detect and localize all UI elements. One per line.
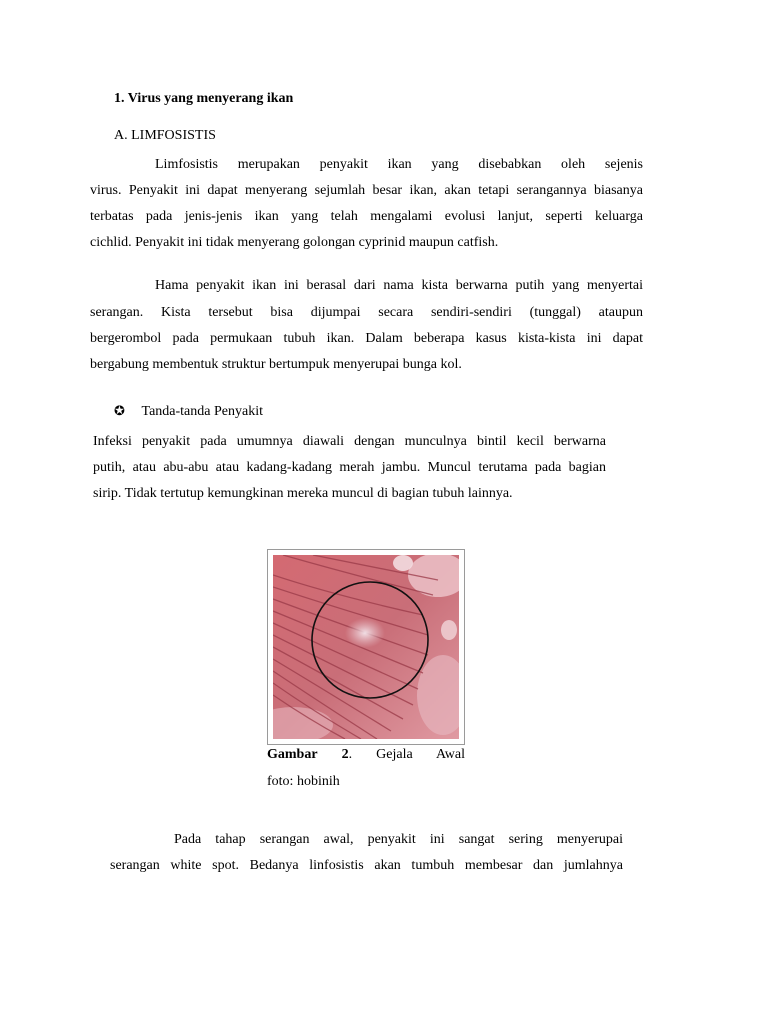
paragraph-2-line: bergerombol pada permukaan tubuh ikan. Dalam beberapa kasus kista-kista ini dapat bbox=[90, 331, 643, 346]
fish-fin-photo bbox=[273, 555, 459, 739]
caption-word: Gejala bbox=[376, 747, 413, 762]
symptoms-title: Tanda-tanda Penyakit bbox=[141, 404, 263, 419]
photo-credit: foto: hobinih bbox=[267, 774, 340, 789]
section-subheading: A. LIMFOSISTIS bbox=[114, 128, 216, 143]
paragraph-3-line: serangan white spot. Bedanya linfosistis akan tumbuh membesar dan jumlahnya bbox=[110, 858, 623, 873]
caption-separator: . bbox=[348, 747, 353, 762]
paragraph-3-line: Pada tahap serangan awal, penyakit ini sangat sering menyerupai bbox=[174, 832, 623, 847]
caption-word: Awal bbox=[435, 747, 466, 762]
caption-label: Gambar bbox=[267, 747, 318, 762]
symptoms-line: putih, atau abu-abu atau kadang-kadang merah jambu. Muncul terutama pada bagian bbox=[93, 460, 606, 475]
section-heading: 1. Virus yang menyerang ikan bbox=[114, 91, 294, 106]
paragraph-1-line: virus. Penyakit ini dapat menyerang sejumlah besar ikan, akan tetapi serangannya biasanya bbox=[90, 183, 643, 198]
figure-caption bbox=[267, 747, 465, 763]
figure-frame bbox=[267, 549, 465, 745]
paragraph-2-line: bergabung membentuk struktur bertumpuk menyerupai bunga kol. bbox=[90, 357, 462, 372]
symptoms-line: sirip. Tidak tertutup kemungkinan mereka muncul di bagian tubuh lainnya. bbox=[93, 486, 513, 501]
star-circle-icon: ✪ bbox=[114, 403, 125, 418]
symptoms-line: Infeksi penyakit pada umumnya diawali dengan munculnya bintil kecil berwarna bbox=[93, 434, 606, 449]
paragraph-2-line: serangan. Kista tersebut bisa dijumpai secara sendiri-sendiri (tunggal) ataupun bbox=[90, 305, 643, 320]
caption-number: 2 bbox=[341, 747, 349, 762]
symptoms-heading bbox=[114, 403, 263, 420]
paragraph-1-line: cichlid. Penyakit ini tidak menyerang golongan cyprinid maupun catfish. bbox=[90, 235, 499, 250]
paragraph-1-line: Limfosistis merupakan penyakit ikan yang disebabkan oleh sejenis bbox=[155, 157, 643, 172]
paragraph-2-line: Hama penyakit ikan ini berasal dari nama kista berwarna putih yang menyertai bbox=[155, 278, 643, 293]
paragraph-1-line: terbatas pada jenis-jenis ikan yang telah mengalami evolusi lanjut, seperti keluarga bbox=[90, 209, 643, 224]
